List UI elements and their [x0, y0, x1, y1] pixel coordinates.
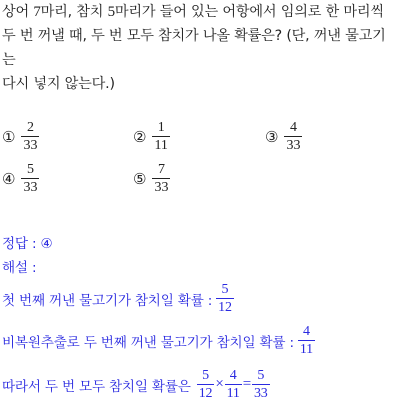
choice-3-marker: ③ — [265, 127, 279, 146]
choice-1-marker: ① — [2, 127, 16, 146]
explanation-title: 해설 : — [2, 260, 37, 276]
step-2-fraction: $\frac{4}{11}$ — [299, 324, 313, 357]
choice-4-marker: ④ — [2, 169, 16, 188]
equals-sign: = — [242, 376, 251, 392]
step-3-fraction-a: $\frac{5}{12}$ — [198, 368, 213, 401]
question-line-3: 다시 넣지 않는다.) — [2, 76, 115, 92]
choice-2[interactable] — [133, 120, 170, 153]
choice-1[interactable] — [2, 120, 39, 153]
explanation-step-3: 따라서 두 번 모두 참치일 확률은 $\frac{5}{12}$ × $\frac{4}{11}$ = $\frac{5}{33}$ — [2, 368, 268, 401]
choice-5-fraction: $\frac{7}{33}$ — [154, 162, 169, 195]
explanation-step-1: 첫 번째 꺼낸 물고기가 참치일 확률 : $\frac{5}{12}$ — [2, 282, 232, 315]
explanation-step-2: 비복원추출로 두 번째 꺼낸 물고기가 참치일 확률 : $\frac{4}{11}$ — [2, 324, 313, 357]
choice-2-marker: ② — [133, 127, 147, 146]
choice-4-fraction: $\frac{5}{33}$ — [23, 162, 38, 195]
question-line-1: 상어 7마리, 참치 5마리가 들어 있는 어항에서 임의로 한 마리씩 — [2, 4, 384, 20]
step-3-fraction-result: $\frac{5}{33}$ — [253, 368, 268, 401]
times-sign: × — [215, 376, 224, 392]
choice-2-fraction: $\frac{1}{11}$ — [154, 120, 168, 153]
question-line-2: 두 번 꺼낼 때, 두 번 모두 참치가 나올 확률은? (단, 꺼낸 물고기는 — [2, 28, 386, 68]
step-3-fraction-b: $\frac{4}{11}$ — [226, 368, 240, 401]
choice-1-fraction: $\frac{2}{33}$ — [23, 120, 38, 153]
answer-line: 정답 : ④ — [2, 236, 53, 252]
choice-5[interactable] — [133, 162, 170, 195]
choice-5-marker: ⑤ — [133, 169, 147, 188]
choice-3-fraction: $\frac{4}{33}$ — [286, 120, 301, 153]
question-text — [2, 0, 398, 96]
choice-3[interactable] — [265, 120, 302, 153]
choice-4[interactable] — [2, 162, 39, 195]
step-1-fraction: $\frac{5}{12}$ — [218, 282, 232, 315]
